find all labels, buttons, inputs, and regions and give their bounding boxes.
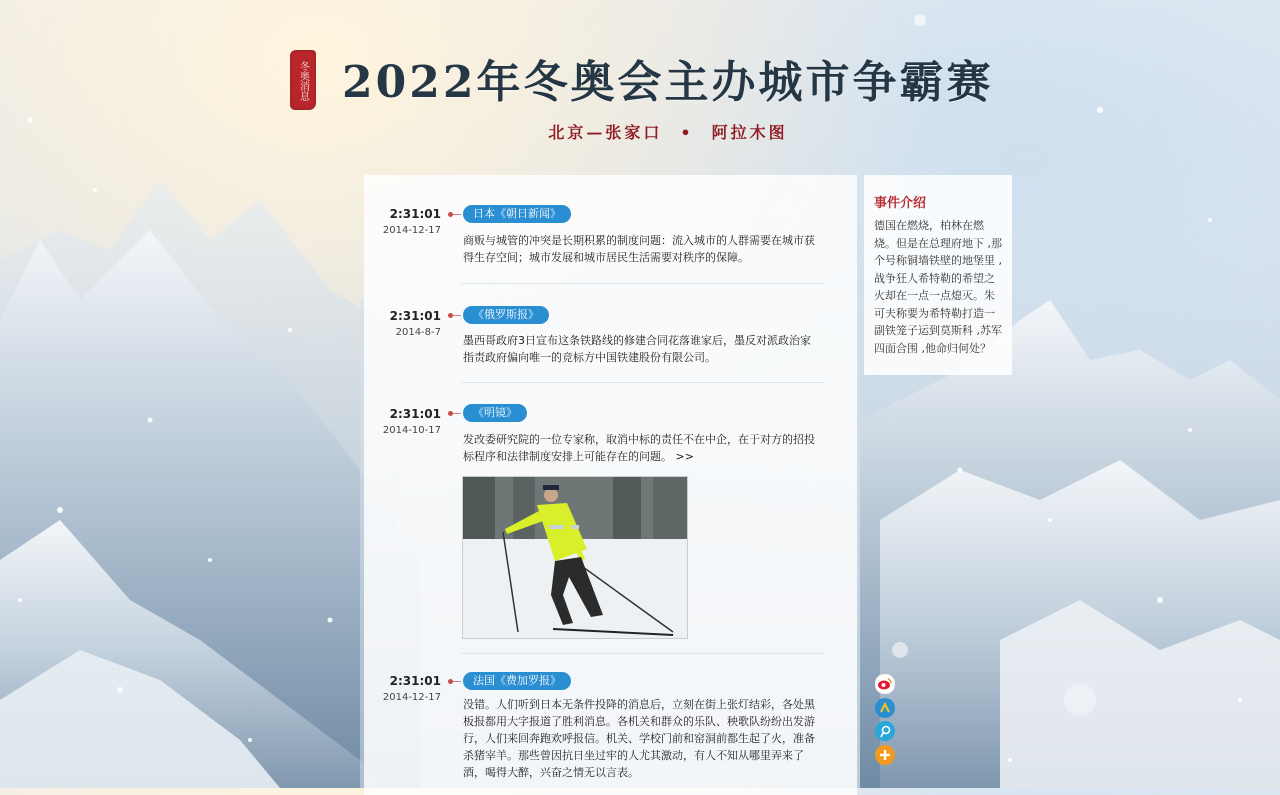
page-title: 2022年冬奥会主办城市争霸赛 <box>342 57 994 108</box>
renren-icon[interactable] <box>875 698 895 718</box>
timeline-connector <box>453 214 461 215</box>
entry-text: 墨西哥政府3日宣布这条铁路线的修建合同花落谁家后，墨反对派政治家指责政府偏向唯一的竞标方中国铁建股份有限公司。 <box>463 334 811 364</box>
event-intro-title: 事件介绍 <box>874 196 927 211</box>
source-tag[interactable]: 《明镜》 <box>463 404 527 422</box>
source-tag[interactable]: 法国《费加罗报》 <box>463 672 571 690</box>
entry-date: 2014-8-7 <box>395 327 441 338</box>
source-tag[interactable]: 日本《朝日新闻》 <box>463 205 571 223</box>
entry-date: 2014-12-17 <box>382 225 441 236</box>
entry-text: 商贩与城管的冲突是长期积累的制度问题：流入城市的人群需要在城市获得生存空间；城市发展和城市居民生活需要对秩序的保障。 <box>463 234 815 264</box>
seal-text: 冬奥消息 <box>297 61 309 101</box>
timeline-connector <box>453 315 461 316</box>
page-subtitle <box>0 120 1280 143</box>
timeline-connector <box>453 413 461 414</box>
city-b: 阿拉木图 <box>711 123 788 142</box>
tencent-weibo-icon[interactable] <box>875 721 895 741</box>
entry-time: 2:31:01 <box>389 407 441 421</box>
event-intro-box <box>864 175 1012 375</box>
seal-logo <box>290 50 316 110</box>
source-tag[interactable]: 《俄罗斯报》 <box>463 306 549 324</box>
skier-photo <box>462 476 688 639</box>
event-intro-text: 德国在燃烧，柏林在燃烧。但是在总理府地下 ,那个号称铜墙铁壁的地堡里 ,战争狂人希特勒的希望之火却在一点一点熄灭。朱可夫称要为希特勒打造一副铁笼子运到莫斯科 ,苏军四面合围 ,他命归何处？ <box>874 219 1002 355</box>
entry-divider <box>461 653 824 654</box>
weibo-icon[interactable] <box>875 674 895 694</box>
timeline-connector <box>453 681 461 682</box>
entry-time: 2:31:01 <box>389 674 441 688</box>
entry-time: 2:31:01 <box>389 207 441 221</box>
entry-date: 2014-12-17 <box>382 692 441 703</box>
entry-time: 2:31:01 <box>389 309 441 323</box>
page-header <box>0 40 1280 150</box>
entry-date: 2014-10-17 <box>382 425 441 436</box>
entry-text[interactable]: 发改委研究院的一位专家称，取消中标的责任不在中企，在于对方的招投标程序和法律制度安排上可能存在的问题。 >> <box>463 433 815 463</box>
more-share-icon[interactable] <box>875 745 895 765</box>
timeline-panel <box>364 175 857 795</box>
subtitle-separator: • <box>680 123 694 142</box>
city-a: 北京—张家口 <box>548 123 663 142</box>
entry-divider <box>461 382 824 383</box>
entry-divider <box>461 283 824 284</box>
entry-text: 没错。人们听到日本无条件投降的消息后，立刻在街上张灯结彩，各处黑板报都用大字报道了胜利消息。各机关和群众的乐队、秧歌队纷纷出发游行，人们来回奔跑欢呼报信。机关、学校门前和窑洞前都生起了火，准备杀猪宰羊。那些曾因抗日坐过牢的人尤其激动，有人不知从哪里弄来了酒，喝得大醉，兴奋之情无以言表。 <box>463 698 815 779</box>
